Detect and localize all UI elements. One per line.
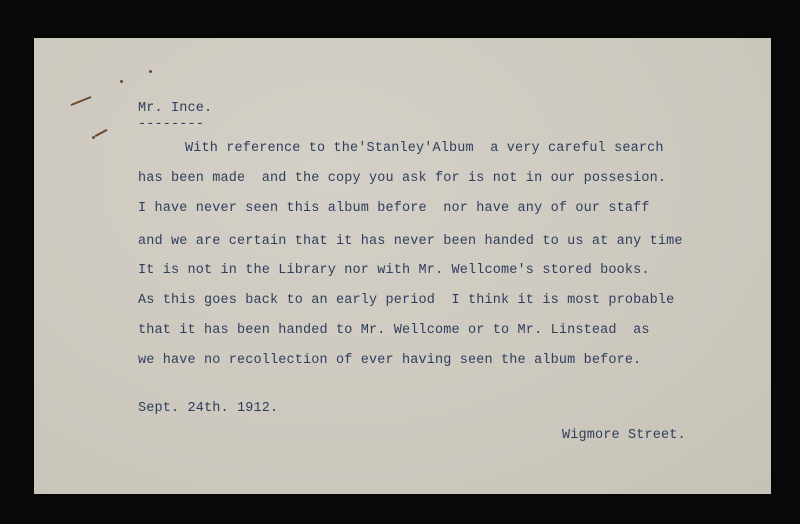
letter-date: Sept. 24th. 1912.: [138, 401, 279, 416]
body-line: It is not in the Library nor with Mr. Wellcome's stored books.: [138, 263, 650, 278]
body-line: has been made and the copy you ask for is not in our possesion.: [138, 171, 667, 186]
body-line: we have no recollection of ever having seen the album before.: [138, 353, 642, 368]
letter-location: Wigmore Street.: [562, 428, 686, 443]
addressee: Mr. Ince.: [138, 101, 213, 116]
staple-scratch-mark: [94, 129, 107, 137]
body-line: As this goes back to an early period I think it is most probable: [138, 293, 675, 308]
body-line: With reference to the'Stanley'Album a very careful search: [185, 141, 664, 156]
typewritten-letter-page: [34, 38, 771, 494]
pin-hole-mark: [120, 80, 123, 83]
body-line: and we are certain that it has never been handed to us at any time: [138, 234, 683, 249]
staple-scratch-mark: [70, 96, 91, 106]
body-line: that it has been handed to Mr. Wellcome or to Mr. Linstead as: [138, 323, 650, 338]
addressee-underline: --------: [138, 117, 205, 132]
pin-hole-mark: [149, 70, 152, 73]
body-line: I have never seen this album before nor have any of our staff: [138, 201, 650, 216]
